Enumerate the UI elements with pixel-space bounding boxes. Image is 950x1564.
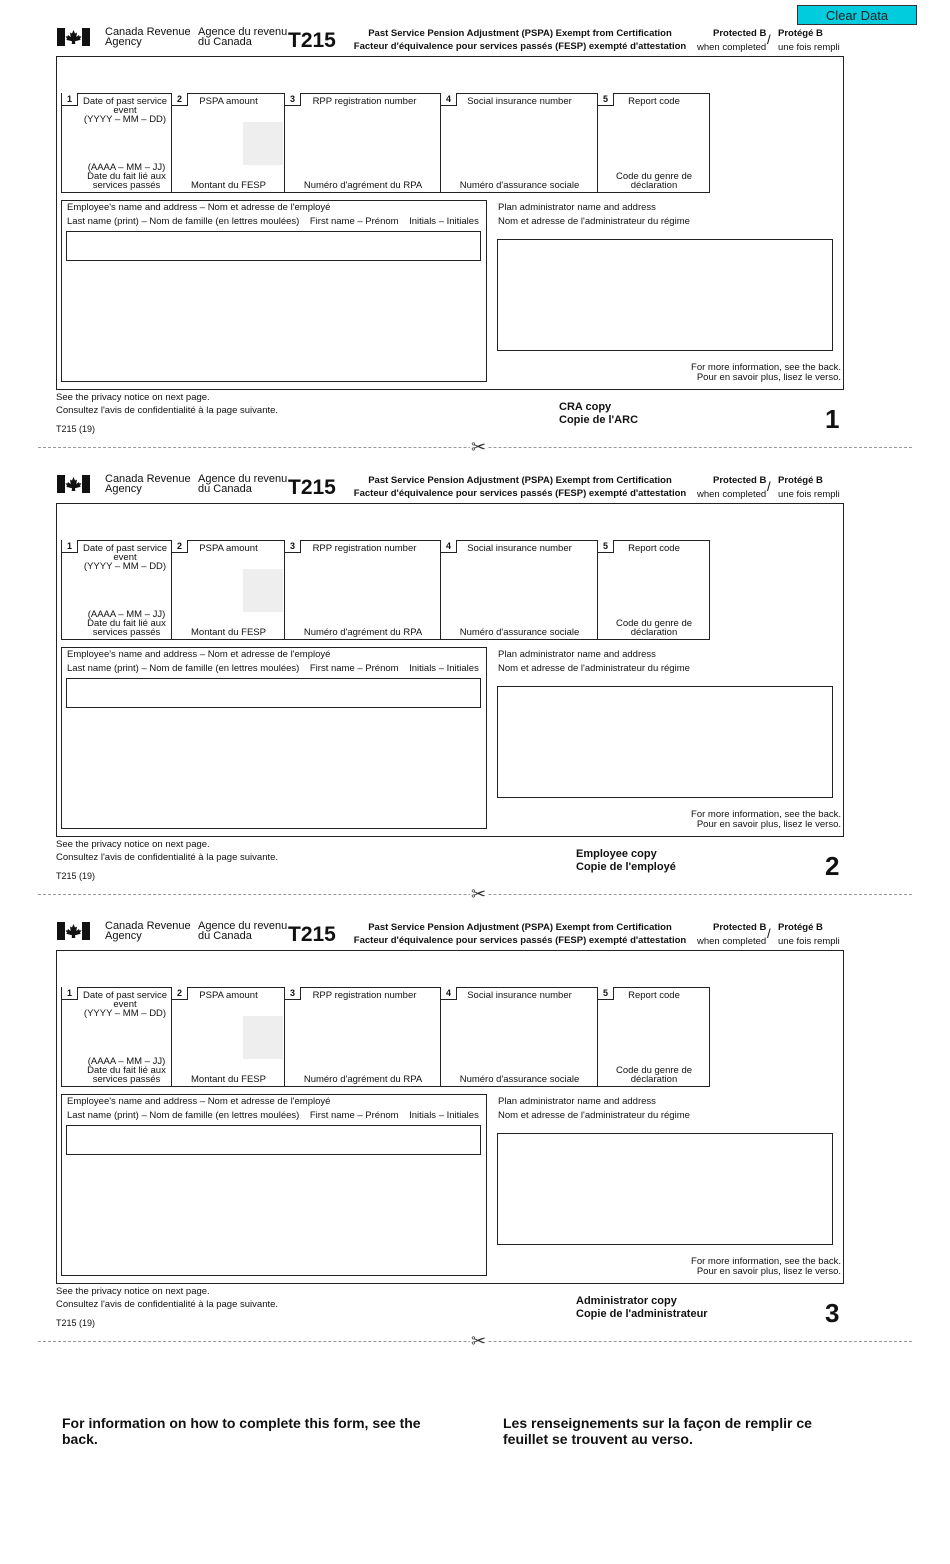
copy-number: 3 xyxy=(825,1298,840,1328)
more-info-note: For more information, see the back. Pour en savoir plus, lisez le verso. xyxy=(691,809,841,830)
agency-name-en: Canada Revenue Agency xyxy=(105,26,191,48)
agency-name-en: Canada Revenue Agency xyxy=(105,473,191,495)
copy-label: CRA copy Copie de l'ARC xyxy=(559,401,639,426)
employee-name-input[interactable] xyxy=(66,231,481,261)
slip-copy-3: Canada Revenue Agency Agence du revenu du Canada T215 Past Service Pension Adjustment (PSPA) Exempt from Certification Facteur d'équivalence pour services passés (FESP) exempté d'attestation Protected B when completed / Protégé B une fois rempli 1 Date of past service event (YYYY – MM – DD) (AAAA – MM – JJ) Date du fait lié aux services passés 2 PSPA amount Montant du FESP 3 RPP registration number Numéro d'agrément du RPA 4 Social insurance number Numéro d'assurance sociale 5 Report code Code du genre de déclaration Employee's name and address – Nom et adresse de l'employé Last name (print) – Nom de famille (en lettres moulées) First name – Prénom Initials – Initiales Plan administrator name and address Nom et adresse de l'administrateur du régime For more information, see the back. Pour en savoir plus, lisez le verso. See the privacy notice on next page. Consultez l'avis de confidentialité à la page suivante. T215 (19) Administrator copy Copie de l'administrateur 3 ✂ xyxy=(0,894,950,1341)
box-1-date-of-past-service[interactable]: 1 Date of past service event (YYYY – MM – DD) (AAAA – MM – JJ) Date du fait lié aux services passés xyxy=(61,93,172,193)
plan-administrator-address-input[interactable] xyxy=(497,1133,833,1245)
canada-flag-icon xyxy=(57,922,90,940)
form-number: T215 xyxy=(288,476,336,499)
box-5-report-code[interactable]: 5 Report code Code du genre de déclaration xyxy=(598,987,710,1087)
employee-name-address-box xyxy=(61,200,487,382)
box-3-rpp-registration-number[interactable]: 3 RPP registration number Numéro d'agrément du RPA xyxy=(285,540,441,640)
box-2-pspa-amount[interactable]: 2 PSPA amount Montant du FESP xyxy=(172,93,285,193)
employee-name-field-labels: Last name (print) – Nom de famille (en lettres moulées) First name – Prénom Initials – Initiales xyxy=(67,216,479,227)
more-info-note: For more information, see the back. Pour en savoir plus, lisez le verso. xyxy=(691,1256,841,1277)
copy-label: Employee copy Copie de l'employé xyxy=(576,848,676,873)
copy-number: 1 xyxy=(825,404,840,434)
form-title: Past Service Pension Adjustment (PSPA) Exempt from Certification Facteur d'équivalence pour services passés (FESP) exempté d'attestation xyxy=(353,28,687,52)
admin-section-title-fr: Nom et adresse de l'administrateur du régime xyxy=(498,1110,690,1121)
scissors-icon: ✂ xyxy=(471,437,487,457)
canada-flag-icon xyxy=(57,28,90,46)
box-4-social-insurance-number[interactable]: 4 Social insurance number Numéro d'assurance sociale xyxy=(441,540,598,640)
privacy-notice-fr: Consultez l'avis de confidentialité à la page suivante. xyxy=(56,405,279,416)
employee-name-field-labels: Last name (print) – Nom de famille (en lettres moulées) First name – Prénom Initials – Initiales xyxy=(67,663,479,674)
box-4-social-insurance-number[interactable]: 4 Social insurance number Numéro d'assurance sociale xyxy=(441,93,598,193)
employee-name-field-labels: Last name (print) – Nom de famille (en lettres moulées) First name – Prénom Initials – Initiales xyxy=(67,1110,479,1121)
plan-administrator-address-input[interactable] xyxy=(497,239,833,351)
employee-name-input[interactable] xyxy=(66,678,481,708)
form-version: T215 (19) xyxy=(56,871,96,881)
pspa-cents-shading xyxy=(243,1016,283,1059)
agency-name-fr: Agence du revenu du Canada xyxy=(198,920,288,942)
admin-section-title-en: Plan administrator name and address xyxy=(498,1096,656,1107)
box-5-report-code[interactable]: 5 Report code Code du genre de déclaration xyxy=(598,540,710,640)
box-1-date-of-past-service[interactable]: 1 Date of past service event (YYYY – MM – DD) (AAAA – MM – JJ) Date du fait lié aux services passés xyxy=(61,987,172,1087)
employee-name-address-box xyxy=(61,647,487,829)
employee-section-title: Employee's name and address – Nom et adresse de l'employé xyxy=(67,649,331,660)
form-title: Past Service Pension Adjustment (PSPA) Exempt from Certification Facteur d'équivalence pour services passés (FESP) exempté d'attestation xyxy=(353,475,687,499)
admin-section-title-fr: Nom et adresse de l'administrateur du régime xyxy=(498,216,690,227)
slip-copy-1: Canada Revenue Agency Agence du revenu du Canada T215 Past Service Pension Adjustment (PSPA) Exempt from Certification Facteur d'équivalence pour services passés (FESP) exempté d'attestation Protected B when completed / Protégé B une fois rempli 1 Date of past service event (YYYY – MM – DD) (AAAA – MM – JJ) Date du fait lié aux services passés 2 PSPA amount Montant du FESP 3 RPP registration number Numéro d'agrément du RPA 4 Social insurance number Numéro d'assurance sociale 5 Report code Code du genre de déclaration Employee's name and address – Nom et adresse de l'employé Last name (print) – Nom de famille (en lettres moulées) First name – Prénom Initials – Initiales Plan administrator name and address Nom et adresse de l'administrateur du régime For more information, see the back. Pour en savoir plus, lisez le verso. See the privacy notice on next page. Consultez l'avis de confidentialité à la page suivante. T215 (19) CRA copy Copie de l'ARC 1 ✂ xyxy=(0,0,950,447)
pspa-cents-shading xyxy=(243,122,283,165)
box-1-date-of-past-service[interactable]: 1 Date of past service event (YYYY – MM – DD) (AAAA – MM – JJ) Date du fait lié aux services passés xyxy=(61,540,172,640)
employee-section-title: Employee's name and address – Nom et adresse de l'employé xyxy=(67,1096,331,1107)
plan-administrator-address-input[interactable] xyxy=(497,686,833,798)
box-5-report-code[interactable]: 5 Report code Code du genre de déclaration xyxy=(598,93,710,193)
admin-section-title-fr: Nom et adresse de l'administrateur du régime xyxy=(498,663,690,674)
canada-flag-icon xyxy=(57,475,90,493)
box-3-rpp-registration-number[interactable]: 3 RPP registration number Numéro d'agrément du RPA xyxy=(285,93,441,193)
agency-name-fr: Agence du revenu du Canada xyxy=(198,26,288,48)
box-2-pspa-amount[interactable]: 2 PSPA amount Montant du FESP xyxy=(172,987,285,1087)
form-number: T215 xyxy=(288,29,336,52)
more-info-note: For more information, see the back. Pour en savoir plus, lisez le verso. xyxy=(691,362,841,383)
admin-section-title-en: Plan administrator name and address xyxy=(498,649,656,660)
copy-number: 2 xyxy=(825,851,840,881)
slip-copy-2: Canada Revenue Agency Agence du revenu du Canada T215 Past Service Pension Adjustment (PSPA) Exempt from Certification Facteur d'équivalence pour services passés (FESP) exempté d'attestation Protected B when completed / Protégé B une fois rempli 1 Date of past service event (YYYY – MM – DD) (AAAA – MM – JJ) Date du fait lié aux services passés 2 PSPA amount Montant du FESP 3 RPP registration number Numéro d'agrément du RPA 4 Social insurance number Numéro d'assurance sociale 5 Report code Code du genre de déclaration Employee's name and address – Nom et adresse de l'employé Last name (print) – Nom de famille (en lettres moulées) First name – Prénom Initials – Initiales Plan administrator name and address Nom et adresse de l'administrateur du régime For more information, see the back. Pour en savoir plus, lisez le verso. See the privacy notice on next page. Consultez l'avis de confidentialité à la page suivante. T215 (19) Employee copy Copie de l'employé 2 ✂ xyxy=(0,447,950,894)
employee-name-input[interactable] xyxy=(66,1125,481,1155)
scissors-icon: ✂ xyxy=(471,884,487,904)
privacy-notice-fr: Consultez l'avis de confidentialité à la page suivante. xyxy=(56,1299,279,1310)
employee-section-title: Employee's name and address – Nom et adresse de l'employé xyxy=(67,202,331,213)
form-title: Past Service Pension Adjustment (PSPA) Exempt from Certification Facteur d'équivalence pour services passés (FESP) exempté d'attestation xyxy=(353,922,687,946)
privacy-notice-en: See the privacy notice on next page. xyxy=(56,839,210,850)
box-3-rpp-registration-number[interactable]: 3 RPP registration number Numéro d'agrément du RPA xyxy=(285,987,441,1087)
agency-name-fr: Agence du revenu du Canada xyxy=(198,473,288,495)
form-number: T215 xyxy=(288,923,336,946)
privacy-notice-en: See the privacy notice on next page. xyxy=(56,1286,210,1297)
copy-label: Administrator copy Copie de l'administrateur xyxy=(576,1295,708,1320)
form-version: T215 (19) xyxy=(56,1318,96,1328)
scissors-icon: ✂ xyxy=(471,1331,487,1351)
agency-name-en: Canada Revenue Agency xyxy=(105,920,191,942)
footer-instructions-fr: Les renseignements sur la façon de remplir ce feuillet se trouvent au verso. xyxy=(503,1415,812,1447)
footer-instructions-en: For information on how to complete this form, see the back. xyxy=(62,1415,421,1447)
form-version: T215 (19) xyxy=(56,424,96,434)
privacy-notice-en: See the privacy notice on next page. xyxy=(56,392,210,403)
admin-section-title-en: Plan administrator name and address xyxy=(498,202,656,213)
employee-name-address-box xyxy=(61,1094,487,1276)
pspa-cents-shading xyxy=(243,569,283,612)
box-4-social-insurance-number[interactable]: 4 Social insurance number Numéro d'assurance sociale xyxy=(441,987,598,1087)
box-2-pspa-amount[interactable]: 2 PSPA amount Montant du FESP xyxy=(172,540,285,640)
privacy-notice-fr: Consultez l'avis de confidentialité à la page suivante. xyxy=(56,852,279,863)
clear-data-button[interactable]: Clear Data xyxy=(797,5,917,25)
